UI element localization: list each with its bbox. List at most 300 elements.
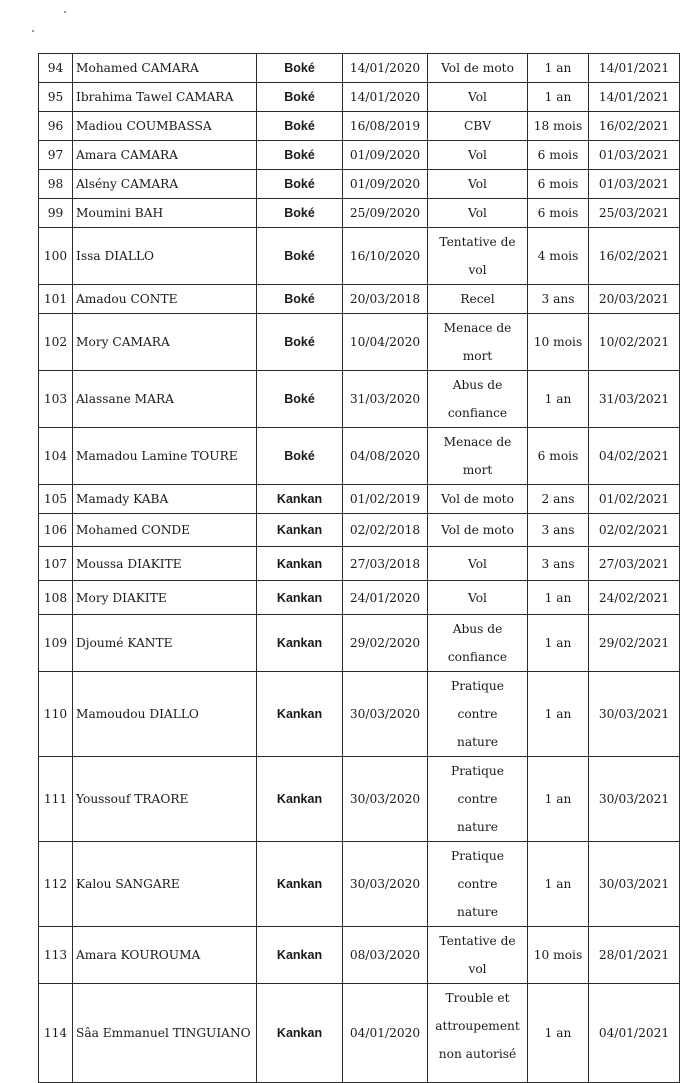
start-date: 01/02/2019 — [349, 492, 421, 506]
detainee-name-cell — [73, 54, 257, 83]
row-number: 95 — [47, 90, 64, 104]
offense-cell — [428, 314, 528, 371]
end-date: 20/03/2021 — [598, 292, 670, 306]
offense: Vol de moto — [441, 523, 514, 537]
start-date-cell — [343, 112, 428, 141]
end-date-cell — [589, 984, 680, 1083]
scan-speck — [32, 30, 34, 32]
start-date: 29/02/2020 — [349, 636, 421, 650]
detainee-name: Mamadou Lamine TOURE — [76, 449, 238, 463]
end-date-cell — [589, 314, 680, 371]
region: Boké — [284, 177, 315, 191]
region: Kankan — [276, 556, 323, 571]
start-date: 08/03/2020 — [349, 948, 421, 962]
offense: Vol — [468, 556, 487, 571]
region-cell — [257, 615, 343, 672]
end-date-cell — [589, 141, 680, 170]
region: Kankan — [276, 523, 323, 537]
row-number: 113 — [43, 948, 68, 962]
offense-cell — [428, 170, 528, 199]
end-date: 28/01/2021 — [598, 948, 670, 962]
detainee-name: Youssouf TRAORE — [76, 792, 189, 806]
detainee-name: Madiou COUMBASSA — [76, 119, 212, 133]
region-cell — [257, 228, 343, 285]
start-date: 04/08/2020 — [349, 449, 421, 463]
detainee-name-cell — [73, 285, 257, 314]
end-date: 30/03/2021 — [598, 707, 670, 721]
end-date-cell — [589, 547, 680, 581]
sentence-duration: 2 ans — [541, 492, 575, 506]
region-cell — [257, 285, 343, 314]
row-number-cell — [39, 514, 73, 547]
end-date: 31/03/2021 — [598, 392, 670, 406]
sentence-duration: 1 an — [544, 61, 572, 75]
table-row — [39, 83, 680, 112]
sentence-duration-cell — [528, 757, 589, 842]
detainee-name: Kalou SANGARE — [76, 877, 180, 891]
start-date-cell — [343, 672, 428, 757]
offense-cell — [428, 514, 528, 547]
scan-speck — [64, 11, 66, 13]
sentence-duration-cell — [528, 141, 589, 170]
row-number: 105 — [43, 492, 68, 506]
offense: Vol de moto — [441, 492, 514, 506]
detainee-name: Mohamed CAMARA — [76, 61, 199, 75]
row-number-cell — [39, 83, 73, 112]
row-number-cell — [39, 485, 73, 514]
row-number-cell — [39, 842, 73, 927]
detainee-name-cell — [73, 170, 257, 199]
detainee-name: Sâa Emmanuel TINGUIANO — [76, 1026, 251, 1040]
offense-cell — [428, 428, 528, 485]
sentence-duration: 6 mois — [537, 449, 579, 463]
table-row — [39, 170, 680, 199]
start-date: 30/03/2020 — [349, 707, 421, 721]
offense: Pratique contre nature — [451, 764, 504, 834]
offense: Recel — [460, 292, 495, 306]
detainee-name-cell — [73, 112, 257, 141]
region: Boké — [284, 449, 315, 463]
start-date: 25/09/2020 — [349, 206, 421, 220]
row-number: 94 — [47, 61, 64, 75]
table-row — [39, 842, 680, 927]
offense: Vol de moto — [441, 61, 514, 75]
row-number-cell — [39, 199, 73, 228]
offense-cell — [428, 54, 528, 83]
detainee-table — [38, 53, 680, 1083]
detainee-name-cell — [73, 514, 257, 547]
table-body — [39, 54, 680, 1083]
detainee-name: Moumini BAH — [76, 206, 164, 220]
offense: Menace de mort — [443, 321, 512, 363]
region: Kankan — [276, 877, 323, 891]
start-date-cell — [343, 54, 428, 83]
sentence-duration: 1 an — [544, 636, 572, 650]
region-cell — [257, 485, 343, 514]
start-date: 20/03/2018 — [349, 292, 421, 306]
sentence-duration: 6 mois — [537, 206, 579, 220]
sentence-duration: 1 an — [544, 707, 572, 721]
sentence-duration-cell — [528, 615, 589, 672]
offense-cell — [428, 228, 528, 285]
sentence-duration: 3 ans — [541, 556, 575, 571]
row-number-cell — [39, 112, 73, 141]
sentence-duration: 10 mois — [533, 948, 583, 962]
row-number: 110 — [43, 707, 68, 721]
end-date: 01/03/2021 — [598, 148, 670, 162]
end-date: 14/01/2021 — [598, 90, 670, 104]
start-date-cell — [343, 428, 428, 485]
start-date-cell — [343, 842, 428, 927]
offense-cell — [428, 842, 528, 927]
detainee-name-cell — [73, 141, 257, 170]
start-date: 16/10/2020 — [349, 249, 421, 263]
end-date-cell — [589, 842, 680, 927]
region-cell — [257, 83, 343, 112]
row-number-cell — [39, 285, 73, 314]
region: Boké — [284, 392, 315, 406]
row-number-cell — [39, 581, 73, 615]
region: Boké — [284, 206, 315, 220]
end-date: 01/03/2021 — [598, 177, 670, 191]
sentence-duration-cell — [528, 199, 589, 228]
offense: Abus de confiance — [447, 622, 508, 664]
detainee-name-cell — [73, 672, 257, 757]
row-number-cell — [39, 672, 73, 757]
row-number-cell — [39, 54, 73, 83]
start-date-cell — [343, 984, 428, 1083]
detainee-name: Ibrahima Tawel CAMARA — [76, 90, 234, 104]
end-date: 24/02/2021 — [598, 590, 670, 605]
detainee-name-cell — [73, 371, 257, 428]
start-date: 27/03/2018 — [349, 556, 421, 571]
detainee-name: Alsény CAMARA — [76, 177, 179, 191]
region-cell — [257, 112, 343, 141]
row-number-cell — [39, 228, 73, 285]
sentence-duration-cell — [528, 984, 589, 1083]
region: Boké — [284, 292, 315, 306]
row-number: 98 — [47, 177, 64, 191]
row-number-cell — [39, 314, 73, 371]
row-number: 108 — [43, 590, 68, 605]
sentence-duration-cell — [528, 514, 589, 547]
start-date: 01/09/2020 — [349, 148, 421, 162]
end-date: 04/01/2021 — [598, 1026, 670, 1040]
region: Boké — [284, 61, 315, 75]
start-date: 30/03/2020 — [349, 792, 421, 806]
detainee-name-cell — [73, 927, 257, 984]
offense-cell — [428, 672, 528, 757]
offense: Pratique contre nature — [451, 849, 504, 919]
region-cell — [257, 199, 343, 228]
detainee-name: Issa DIALLO — [76, 249, 155, 263]
end-date-cell — [589, 581, 680, 615]
row-number: 100 — [43, 249, 68, 263]
detainee-name-cell — [73, 984, 257, 1083]
sentence-duration-cell — [528, 285, 589, 314]
row-number: 107 — [43, 556, 68, 571]
end-date-cell — [589, 615, 680, 672]
start-date-cell — [343, 371, 428, 428]
region-cell — [257, 842, 343, 927]
table-row — [39, 428, 680, 485]
table-row — [39, 285, 680, 314]
offense: Vol — [468, 177, 487, 191]
end-date-cell — [589, 672, 680, 757]
sentence-duration-cell — [528, 672, 589, 757]
sentence-duration-cell — [528, 428, 589, 485]
region-cell — [257, 757, 343, 842]
offense-cell — [428, 83, 528, 112]
sentence-duration: 1 an — [544, 90, 572, 104]
start-date: 14/01/2020 — [349, 61, 421, 75]
sentence-duration-cell — [528, 170, 589, 199]
end-date: 27/03/2021 — [598, 556, 670, 571]
sentence-duration: 18 mois — [533, 119, 583, 133]
table-row — [39, 54, 680, 83]
end-date: 10/02/2021 — [598, 335, 670, 349]
table-row — [39, 112, 680, 141]
detainee-name-cell — [73, 757, 257, 842]
row-number: 112 — [43, 877, 68, 891]
region: Boké — [284, 148, 315, 162]
start-date: 01/09/2020 — [349, 177, 421, 191]
region: Kankan — [276, 590, 323, 605]
region: Kankan — [276, 1026, 323, 1040]
region-cell — [257, 927, 343, 984]
region-cell — [257, 984, 343, 1083]
row-number: 104 — [43, 449, 68, 463]
detainee-name-cell — [73, 547, 257, 581]
start-date: 16/08/2019 — [349, 119, 421, 133]
sentence-duration-cell — [528, 485, 589, 514]
start-date-cell — [343, 285, 428, 314]
region: Kankan — [276, 948, 323, 962]
start-date: 30/03/2020 — [349, 877, 421, 891]
end-date-cell — [589, 757, 680, 842]
detainee-name-cell — [73, 428, 257, 485]
row-number-cell — [39, 371, 73, 428]
row-number-cell — [39, 757, 73, 842]
sentence-duration-cell — [528, 927, 589, 984]
detainee-name: Amara CAMARA — [76, 148, 178, 162]
row-number: 106 — [43, 523, 68, 537]
offense-cell — [428, 547, 528, 581]
sentence-duration: 1 an — [544, 392, 572, 406]
row-number-cell — [39, 428, 73, 485]
start-date: 14/01/2020 — [349, 90, 421, 104]
region: Kankan — [276, 492, 323, 506]
region-cell — [257, 514, 343, 547]
end-date: 01/02/2021 — [598, 492, 670, 506]
end-date-cell — [589, 170, 680, 199]
row-number: 97 — [47, 148, 64, 162]
offense-cell — [428, 199, 528, 228]
offense-cell — [428, 141, 528, 170]
detainee-name-cell — [73, 615, 257, 672]
detainee-name: Mohamed CONDE — [76, 523, 191, 537]
sentence-duration-cell — [528, 842, 589, 927]
end-date-cell — [589, 428, 680, 485]
row-number: 101 — [43, 292, 68, 306]
start-date-cell — [343, 581, 428, 615]
offense-cell — [428, 581, 528, 615]
end-date: 04/02/2021 — [598, 449, 670, 463]
start-date: 02/02/2018 — [349, 523, 421, 537]
offense-cell — [428, 984, 528, 1083]
detainee-name: Djoumé KANTE — [76, 636, 173, 650]
region: Kankan — [276, 792, 323, 806]
region: Boké — [284, 249, 315, 263]
start-date-cell — [343, 170, 428, 199]
end-date-cell — [589, 54, 680, 83]
end-date: 14/01/2021 — [598, 61, 670, 75]
offense: Tentative de vol — [439, 934, 516, 976]
sentence-duration: 10 mois — [533, 335, 583, 349]
region-cell — [257, 170, 343, 199]
region: Boké — [284, 119, 315, 133]
detainee-name-cell — [73, 83, 257, 112]
start-date: 10/04/2020 — [349, 335, 421, 349]
offense-cell — [428, 285, 528, 314]
detainee-name: Moussa DIAKITE — [76, 556, 182, 571]
start-date-cell — [343, 83, 428, 112]
offense: Menace de mort — [443, 435, 512, 477]
detainee-name: Mamoudou DIALLO — [76, 707, 199, 721]
sentence-duration-cell — [528, 228, 589, 285]
sentence-duration-cell — [528, 547, 589, 581]
sentence-duration-cell — [528, 314, 589, 371]
offense: CBV — [463, 119, 492, 133]
sentence-duration: 4 mois — [537, 249, 579, 263]
table-row — [39, 371, 680, 428]
offense-cell — [428, 371, 528, 428]
end-date-cell — [589, 371, 680, 428]
end-date-cell — [589, 285, 680, 314]
end-date-cell — [589, 228, 680, 285]
start-date-cell — [343, 228, 428, 285]
offense-cell — [428, 757, 528, 842]
table-row — [39, 485, 680, 514]
detainee-name: Mamady KABA — [76, 492, 169, 506]
detainee-name-cell — [73, 228, 257, 285]
table-row — [39, 199, 680, 228]
offense: Tentative de vol — [439, 235, 516, 277]
table-row — [39, 581, 680, 615]
detainee-name-cell — [73, 842, 257, 927]
end-date-cell — [589, 83, 680, 112]
start-date-cell — [343, 199, 428, 228]
offense: Vol — [468, 206, 487, 220]
table-row — [39, 672, 680, 757]
table-row — [39, 547, 680, 581]
end-date-cell — [589, 112, 680, 141]
region-cell — [257, 547, 343, 581]
end-date-cell — [589, 927, 680, 984]
offense: Abus de confiance — [447, 378, 508, 420]
row-number-cell — [39, 615, 73, 672]
region: Kankan — [276, 707, 323, 721]
offense-cell — [428, 927, 528, 984]
region: Boké — [284, 335, 315, 349]
region-cell — [257, 672, 343, 757]
table-row — [39, 984, 680, 1083]
end-date: 02/02/2021 — [598, 523, 670, 537]
sentence-duration: 1 an — [544, 590, 572, 605]
sentence-duration: 1 an — [544, 792, 572, 806]
detainee-name-cell — [73, 485, 257, 514]
detainee-name: Mory DIAKITE — [76, 590, 167, 605]
start-date-cell — [343, 485, 428, 514]
sentence-duration-cell — [528, 83, 589, 112]
start-date-cell — [343, 514, 428, 547]
end-date: 16/02/2021 — [598, 119, 670, 133]
offense-cell — [428, 615, 528, 672]
sentence-duration: 1 an — [544, 877, 572, 891]
table-row — [39, 757, 680, 842]
region: Boké — [284, 90, 315, 104]
row-number: 109 — [43, 636, 68, 650]
detainee-name: Amara KOUROUMA — [76, 948, 201, 962]
end-date: 30/03/2021 — [598, 877, 670, 891]
end-date-cell — [589, 514, 680, 547]
row-number-cell — [39, 927, 73, 984]
sentence-duration-cell — [528, 581, 589, 615]
detainee-name: Mory CAMARA — [76, 335, 170, 349]
region-cell — [257, 371, 343, 428]
row-number: 111 — [43, 792, 68, 806]
region-cell — [257, 581, 343, 615]
detainee-name-cell — [73, 581, 257, 615]
offense: Vol — [468, 590, 487, 605]
start-date: 04/01/2020 — [349, 1026, 421, 1040]
start-date-cell — [343, 615, 428, 672]
row-number-cell — [39, 141, 73, 170]
table-row — [39, 141, 680, 170]
sentence-duration-cell — [528, 112, 589, 141]
row-number-cell — [39, 170, 73, 199]
sentence-duration-cell — [528, 54, 589, 83]
sentence-duration: 6 mois — [537, 148, 579, 162]
region-cell — [257, 54, 343, 83]
end-date: 29/02/2021 — [598, 636, 670, 650]
start-date-cell — [343, 547, 428, 581]
detainee-name: Amadou CONTE — [76, 292, 178, 306]
detainee-name: Alassane MARA — [76, 392, 174, 406]
table-row — [39, 514, 680, 547]
row-number: 103 — [43, 392, 68, 406]
region-cell — [257, 141, 343, 170]
row-number-cell — [39, 984, 73, 1083]
end-date-cell — [589, 485, 680, 514]
row-number: 99 — [47, 206, 64, 220]
detainee-name-cell — [73, 314, 257, 371]
end-date: 25/03/2021 — [598, 206, 670, 220]
table-row — [39, 927, 680, 984]
region-cell — [257, 428, 343, 485]
row-number-cell — [39, 547, 73, 581]
offense-cell — [428, 112, 528, 141]
start-date-cell — [343, 757, 428, 842]
start-date: 24/01/2020 — [349, 590, 421, 605]
region-cell — [257, 314, 343, 371]
offense: Vol — [468, 90, 487, 104]
row-number: 114 — [43, 1026, 68, 1040]
table-row — [39, 314, 680, 371]
row-number: 102 — [43, 335, 68, 349]
start-date: 31/03/2020 — [349, 392, 421, 406]
detainee-name-cell — [73, 199, 257, 228]
